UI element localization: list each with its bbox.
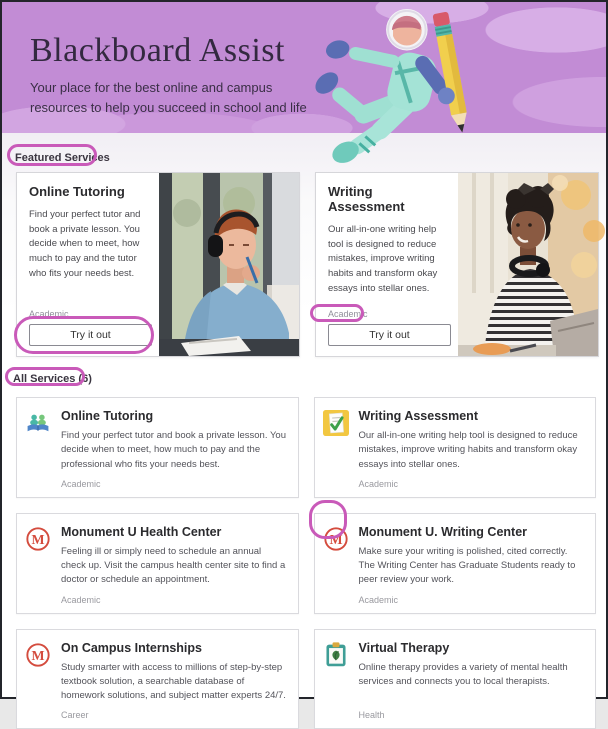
featured-card-text [316, 173, 458, 356]
service-card-online-tutoring[interactable] [16, 397, 299, 498]
monument-u-seal-icon [25, 642, 51, 668]
card-title: Online Tutoring [61, 409, 288, 423]
card-description: Find your perfect tutor and book a private lesson. You decide when to meet, how much to pay and the tutor who fits your needs best. [29, 208, 152, 282]
card-title: Writing Assessment [328, 184, 451, 214]
card-title: Monument U. Writing Center [359, 525, 586, 539]
all-services-grid [16, 397, 596, 729]
card-category: Academic [61, 595, 288, 605]
checked-paper-icon [323, 410, 349, 436]
service-card-monument-health-center[interactable] [16, 513, 299, 614]
card-description: Make sure your writing is polished, cited correctly. The Writing Center has Graduate Students ready to peer review your work. [359, 545, 586, 588]
card-description: Online therapy provides a variety of mental health services and connects you to local therapists. [359, 661, 586, 690]
service-card-on-campus-internships[interactable] [16, 629, 299, 729]
card-description: Study smarter with access to millions of step-by-step textbook solution, a searchable database of homework solutions, and subject matter experts 24/7. [61, 661, 288, 704]
card-category: Academic [61, 479, 288, 489]
card-category: Academic [328, 309, 451, 319]
svg-text:M: M [329, 532, 342, 547]
all-services-label: All Services (6) [13, 373, 92, 385]
card-category: Academic [359, 595, 586, 605]
photo-man-studying [159, 173, 299, 356]
svg-text:M: M [31, 648, 44, 663]
service-card-body [359, 525, 586, 605]
service-card-body [359, 641, 586, 721]
try-it-out-button[interactable]: Try it out [328, 324, 451, 346]
featured-card-writing-assessment[interactable] [315, 172, 599, 357]
service-card-body [359, 409, 586, 489]
clipboard-leaves-icon [323, 642, 349, 668]
service-card-virtual-therapy[interactable] [314, 629, 597, 729]
service-card-body [61, 409, 288, 489]
card-title: Virtual Therapy [359, 641, 586, 655]
card-category: Academic [29, 309, 152, 319]
featured-card-online-tutoring[interactable] [16, 172, 300, 357]
card-title: Online Tutoring [29, 184, 152, 199]
service-card-body [61, 525, 288, 605]
photo-woman-at-laptop [458, 173, 598, 356]
card-description: Feeling ill or simply need to schedule an annual check up. Visit the campus health center site to find a doctor or schedule an appointment. [61, 545, 288, 588]
service-card-monument-writing-center[interactable] [314, 513, 597, 614]
card-description: Find your perfect tutor and book a private lesson. You decide when to meet, how much to pay and the professional who fits your needs best. [61, 429, 288, 472]
card-category: Career [61, 710, 288, 720]
card-title: Writing Assessment [359, 409, 586, 423]
svg-text:M: M [31, 532, 44, 547]
service-card-body [61, 641, 288, 721]
try-it-out-button[interactable]: Try it out [29, 324, 152, 346]
card-title: Monument U Health Center [61, 525, 288, 539]
monument-u-seal-icon [323, 526, 349, 552]
card-description: Our all-in-one writing help tool is designed to reduce mistakes, improve writing habits and transform okay essays into stellar ones. [359, 429, 586, 472]
page-title: Blackboard Assist [30, 32, 285, 70]
page-subtitle: Your place for the best online and campus resources to help you succeed in school and life [30, 78, 315, 118]
card-description: Our all-in-one writing help tool is designed to reduce mistakes, improve writing habits and transform okay essays into stellar ones. [328, 223, 451, 297]
monument-u-seal-icon [25, 526, 51, 552]
astronaut-pencil-illustration [295, 4, 495, 172]
card-category: Health [359, 710, 586, 720]
service-card-writing-assessment[interactable] [314, 397, 597, 498]
featured-services-label: Featured Services [15, 152, 110, 164]
featured-card-text [17, 173, 159, 356]
featured-services-row [16, 172, 596, 357]
open-book-tutors-icon [25, 410, 51, 436]
card-category: Academic [359, 479, 586, 489]
card-title: On Campus Internships [61, 641, 288, 655]
